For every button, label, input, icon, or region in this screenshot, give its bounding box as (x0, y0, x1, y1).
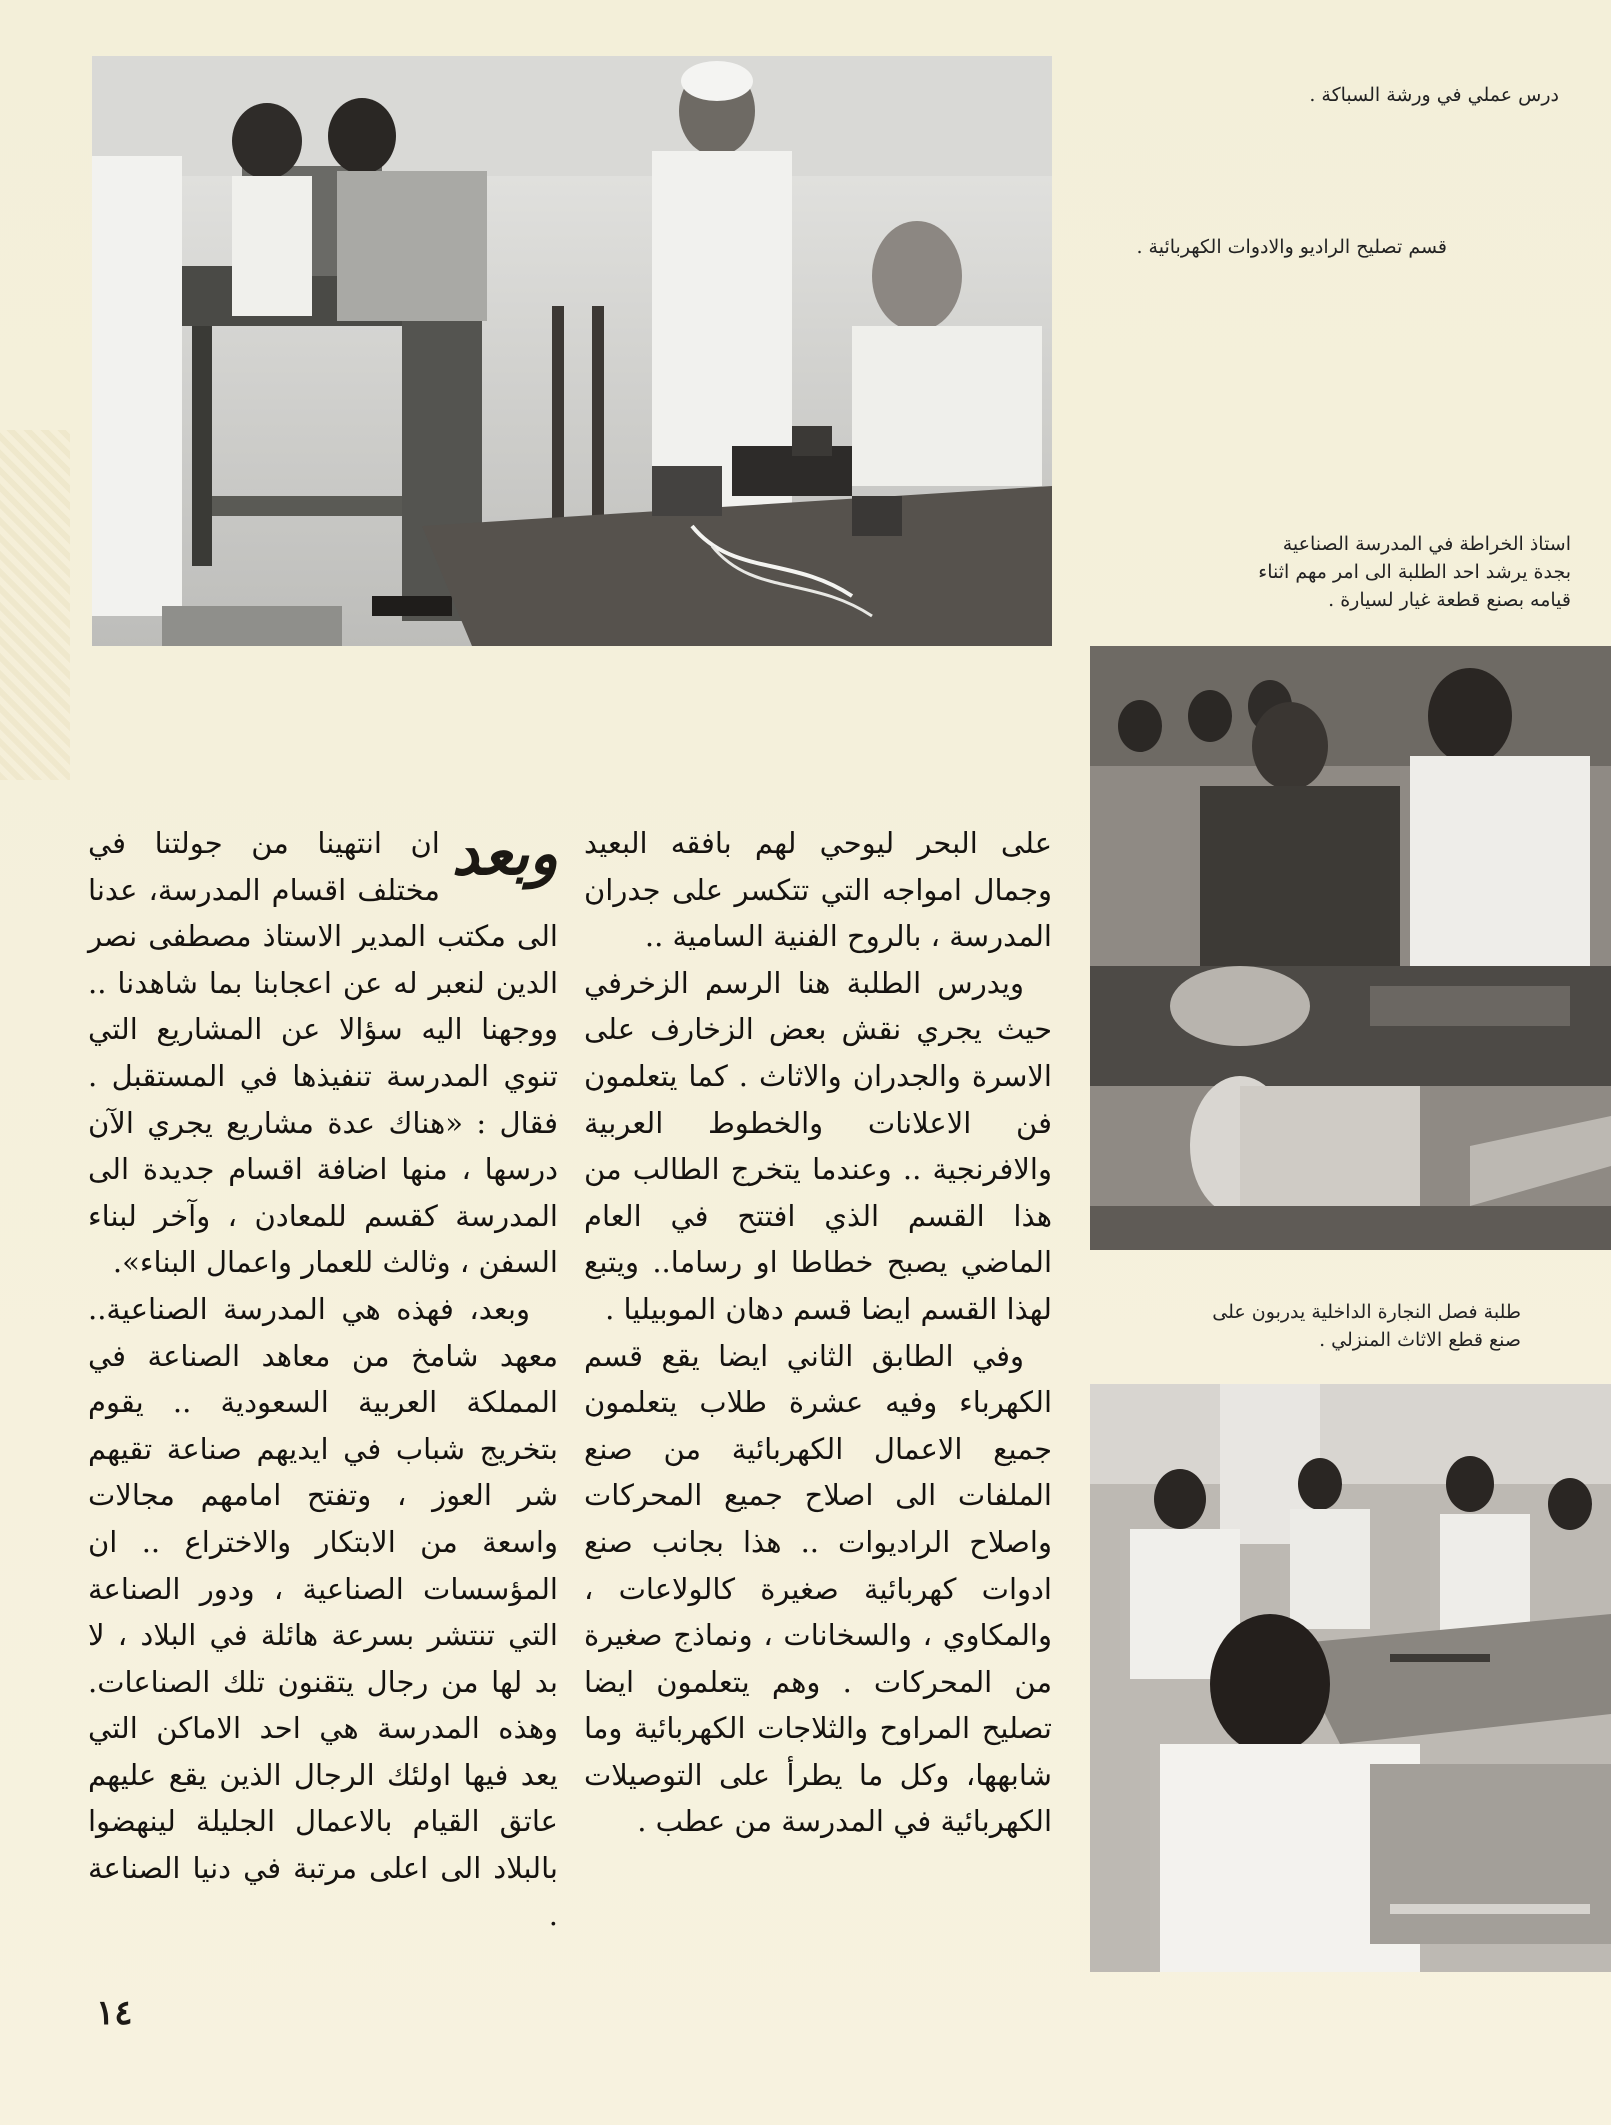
decorative-margin-pattern (0, 430, 70, 780)
paragraph: على البحر ليوحي لهم بافقه البعيد وجمال امواجه التي تتكسر على جدران المدرسة ، بالروح الفنية السامية .. (584, 826, 1052, 954)
caption-line: استاذ الخراطة في المدرسة الصناعية (1282, 533, 1571, 555)
paragraph (88, 820, 558, 1286)
paragraph: وبعد، فهذه هي المدرسة الصناعية.. معهد شامخ من معاهد الصناعة في المملكة العربية السعودية .. يقوم بتخريج شباب في ايديهم صناعة تقيهم شر العوز ، وتفتح امامهم مجالات واسعة من الابتكار والاختراع .. ان المؤسسات الصناعية ، ودور الصناعة التي تنتشر بسرعة هائلة في البلاد ، لا بد لها من رجال يتقنون تلك الصناعات. وهذه المدرسة هي احد الاماكن التي يعد فيها اولئك الرجال الذين يقع عليهم عاتق القيام بالاعمال الجليلة لينهضوا بالبلاد الى اعلى مرتبة في دنيا الصناعة . (88, 1291, 558, 1932)
article-column-right (584, 820, 1052, 1845)
radio-repair-caption: قسم تصليح الراديو والادوات الكهربائية . (1136, 236, 1447, 258)
paragraph: وفي الطابق الثاني ايضا يقع قسم الكهرباء وفيه عشرة طلاب يتعلمون جميع الاعمال الكهربائية من صنع الملفات الى اصلاح جميع المحركات واصلاح الراديوات .. هذا بجانب صنع ادوات كهربائية صغيرة كالولاعات ، والمكاوي ، والسخانات ، ونماذج صغيرة من المحركات . وهم يتعلمون ايضا تصليح المراوح والثلاجات الكهربائية وما شابهها، وكل ما يطرأ على التوصيلات الكهربائية في المدرسة من عطب . (584, 1338, 1052, 1839)
caption-line: بجدة يرشد احد الطلبة الى امر مهم اثناء (1258, 561, 1571, 583)
page-number: ١٤ (96, 1993, 133, 2033)
paragraph-text: ان انتهينا من جولتنا في مختلف اقسام المدرسة، عدنا الى مكتب المدير الاستاذ مصطفى نصر الدين لنعبر له عن اعجابنا بما شاهدنا .. ووجهنا اليه سؤالا عن المشاريع التي تنوي المدرسة تنفيذها في المستقبل . فقال : «هناك عدة مشاريع يجري الآن درسها ، منها اضافة اقسام جديدة الى المدرسة كقسم للمعادن ، وآخر لبناء السفن ، وثالث للعمار واعمال البناء». (88, 826, 558, 1280)
paragraph: ويدرس الطلبة هنا الرسم الزخرفي حيث يجري نقش بعض الزخارف على الاسرة والجدران والاثاث . كما يتعلمون فن الاعلانات والخطوط العربية والافرنجية .. وعندما يتخرج الطالب من هذا القسم الذي افتتح في العام الماضي يصبح خطاطا او رساما.. ويتبع لهذا القسم ايضا قسم دهان الموبيليا . (584, 965, 1052, 1326)
plumbing-workshop-caption: درس عملي في ورشة السباكة . (1309, 84, 1559, 106)
lathe-teacher-caption (1101, 530, 1571, 614)
carpentry-photo (1090, 1384, 1611, 1972)
caption-line: صنع قطع الاثاث المنزلي . (1319, 1329, 1521, 1351)
dropcap-word: وبعد (451, 819, 558, 889)
caption-line: طلبة فصل النجارة الداخلية يدربون على (1212, 1301, 1521, 1323)
radio-repair-photo (92, 56, 1052, 646)
carpentry-caption (1081, 1298, 1521, 1354)
article-column-left (88, 820, 558, 1938)
lathe-photo (1090, 646, 1611, 1250)
caption-line: قيامه بصنع قطعة غيار لسيارة . (1328, 589, 1571, 611)
